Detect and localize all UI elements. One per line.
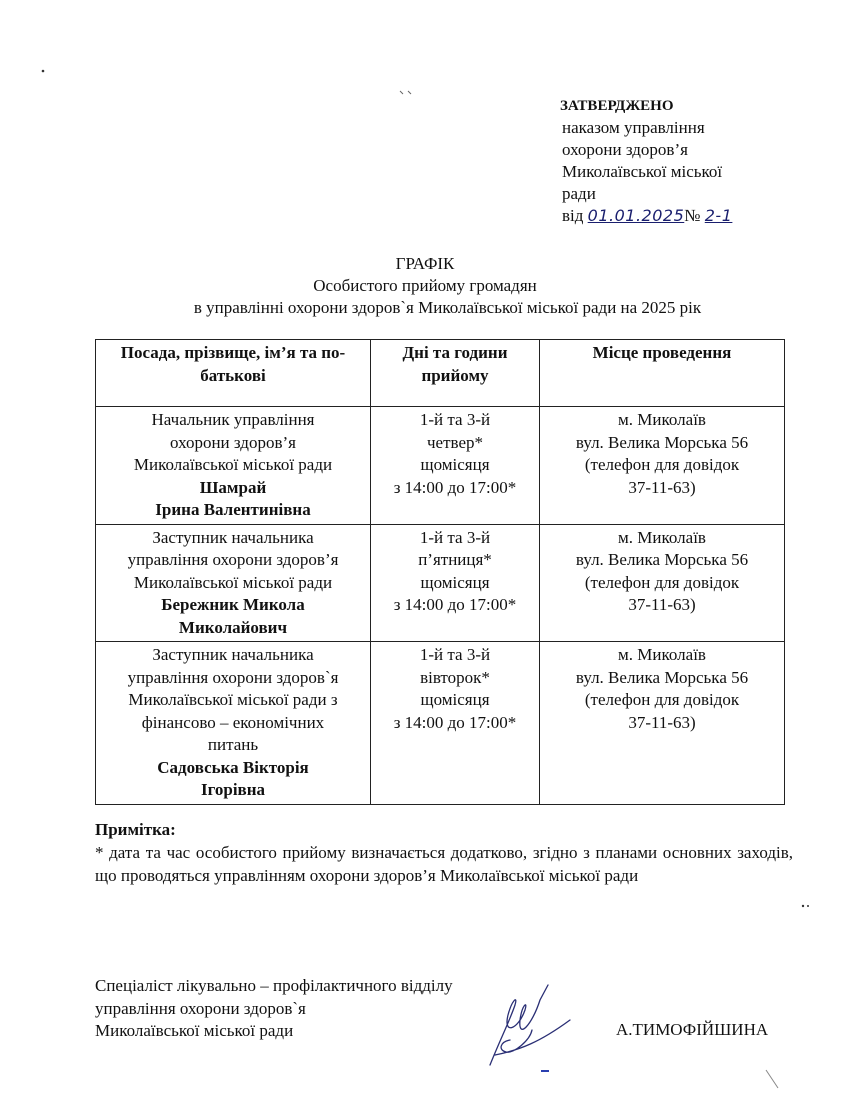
place-line: вул. Велика Морська 56 <box>575 432 749 452</box>
days-cell <box>371 407 540 525</box>
days-line: вівторок* <box>420 667 490 687</box>
days-line: з 14:00 до 17:00* <box>393 595 517 614</box>
days-line: 1-й та 3-й <box>419 410 491 429</box>
scan-speck <box>800 902 812 910</box>
place-line: м. Миколаїв <box>618 410 706 429</box>
approval-line-3: Миколаївської міської <box>562 162 723 181</box>
place-line: (телефон для довідок <box>584 572 740 592</box>
place-line: 37-11-63) <box>628 595 696 614</box>
days-line: щомісяця <box>420 572 490 592</box>
person-name: Миколайович <box>178 617 288 637</box>
approval-number-handwritten: 2-1 <box>704 206 733 225</box>
approval-date-line <box>562 205 732 227</box>
position-line: Миколаївської міської ради з <box>128 690 338 709</box>
header-days: Дні та години прийому <box>371 340 540 407</box>
position-cell <box>96 524 371 642</box>
footer-line-1: Спеціаліст лікувально – профілактичного відділу <box>95 976 453 995</box>
days-line: щомісяця <box>420 455 490 474</box>
approval-line-1: наказом управління <box>562 118 705 137</box>
table-row <box>96 642 785 805</box>
position-line: Миколаївської міської ради <box>133 455 333 474</box>
header-place: Місце проведення <box>540 340 785 407</box>
place-line: м. Миколаїв <box>618 527 706 547</box>
days-line: п’ятниця* <box>418 550 492 569</box>
table-row <box>96 524 785 642</box>
document-heading <box>0 253 850 319</box>
days-line: з 14:00 до 17:00* <box>393 712 517 732</box>
person-name: Шамрай <box>199 477 267 497</box>
days-line: з 14:00 до 17:00* <box>393 477 517 497</box>
position-line: Заступник начальника <box>152 645 314 664</box>
note-title: Примітка: <box>95 820 176 839</box>
schedule-table <box>95 339 785 805</box>
place-line: м. Миколаїв <box>618 645 706 664</box>
position-line: управління охорони здоров’я <box>127 550 339 569</box>
place-cell <box>540 524 785 642</box>
days-cell <box>371 524 540 642</box>
footer-line-2: управління охорони здоров`я <box>95 998 306 1018</box>
signature-image <box>470 980 580 1070</box>
scan-speck <box>398 88 416 96</box>
days-line: 1-й та 3-й <box>419 527 491 547</box>
person-name: Бережник Микола <box>161 595 305 614</box>
approval-line-2: охорони здоров’я <box>562 140 688 159</box>
position-line: Миколаївської міської ради <box>133 572 333 592</box>
table-header-row <box>96 340 785 407</box>
header-position: Посада, прізвище, ім’я та по-батькові <box>96 340 371 407</box>
days-line: 1-й та 3-й <box>419 645 491 664</box>
place-line: вул. Велика Морська 56 <box>575 667 749 687</box>
person-name: Ірина Валентинівна <box>155 500 311 519</box>
signer-name: А.ТИМОФІЙШИНА <box>616 1020 769 1039</box>
document-subtitle: Особистого прийому громадян <box>313 276 537 295</box>
position-cell <box>96 407 371 525</box>
footer-block <box>95 975 453 1043</box>
place-line: вул. Велика Морська 56 <box>575 550 749 569</box>
approval-line-4: ради <box>562 184 596 203</box>
document-title: ГРАФІК <box>395 254 455 273</box>
approval-date-prefix: від <box>562 206 584 225</box>
note-text: * дата та час особистого прийому визначається додатково, згідно з планами основних заходів, що проводяться управлінням охорони здоров’я Миколаївської міської ради <box>95 843 793 885</box>
position-cell <box>96 642 371 805</box>
days-line: четвер* <box>427 432 483 452</box>
place-cell <box>540 407 785 525</box>
days-cell <box>371 642 540 805</box>
position-line: питань <box>207 735 259 754</box>
scan-speck <box>764 1068 782 1090</box>
footer-line-3: Миколаївської міської ради <box>95 1021 294 1040</box>
approval-title: ЗАТВЕРДЖЕНО <box>560 98 674 114</box>
position-line: охорони здоров’я <box>170 432 296 452</box>
approval-number-sign: № <box>684 206 701 225</box>
place-line: 37-11-63) <box>628 477 696 497</box>
place-line: 37-11-63) <box>628 712 696 732</box>
position-line: фінансово – економічних <box>141 712 325 732</box>
place-line: (телефон для довідок <box>584 455 740 474</box>
scan-speck <box>40 68 46 74</box>
document-subtitle-2: в управлінні охорони здоров`я Миколаївської міської ради на 2025 рік <box>193 298 702 317</box>
position-line: Заступник начальника <box>152 527 314 547</box>
scan-speck <box>540 1068 550 1074</box>
position-line: Начальник управління <box>151 410 315 429</box>
person-name: Садовська Вікторія <box>157 757 309 777</box>
position-line: управління охорони здоров`я <box>127 667 339 687</box>
place-cell <box>540 642 785 805</box>
approval-block <box>562 95 732 227</box>
approval-date-handwritten: 01.01.2025 <box>587 206 685 225</box>
days-line: щомісяця <box>420 690 490 709</box>
table-row <box>96 407 785 525</box>
place-line: (телефон для довідок <box>584 690 740 709</box>
note-block <box>95 818 793 887</box>
person-name: Ігорівна <box>200 780 266 799</box>
